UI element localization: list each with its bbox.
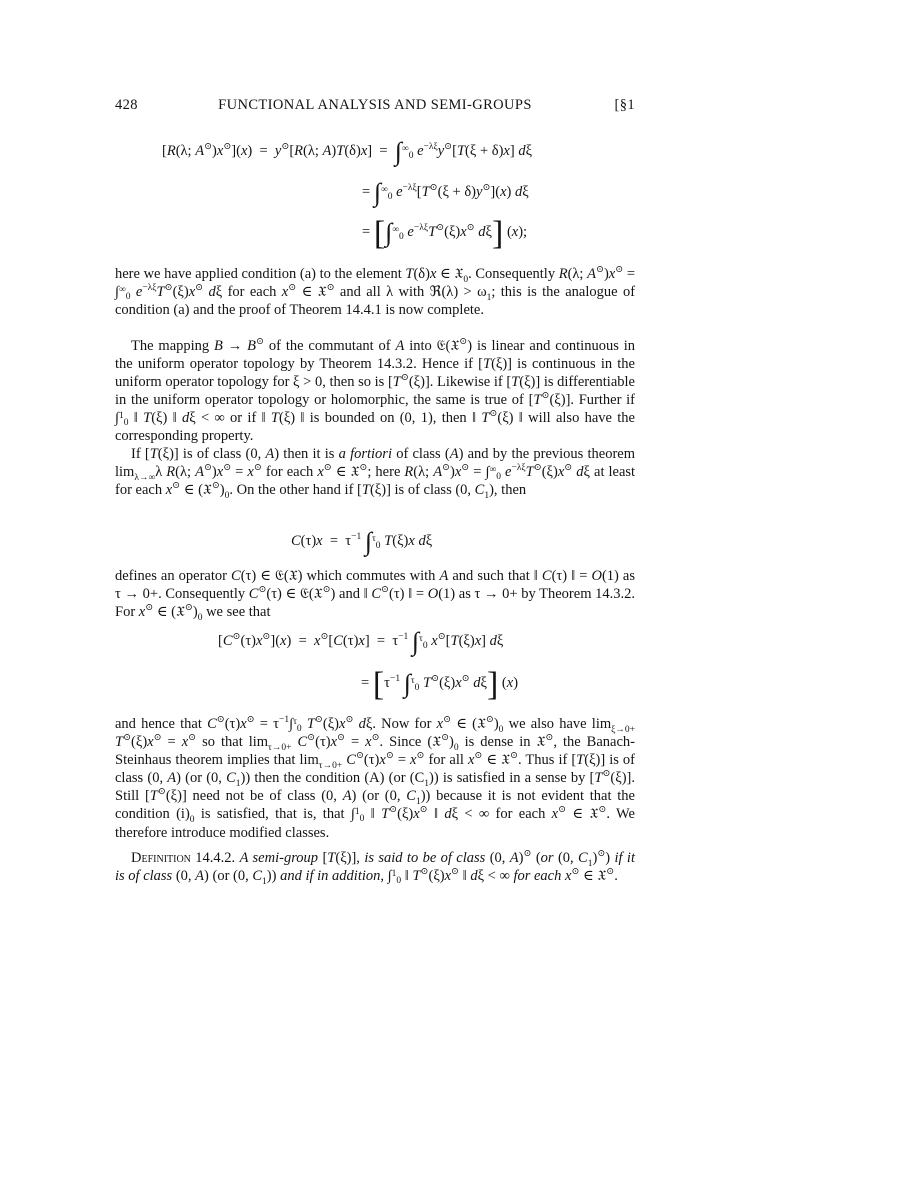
page-number: 428: [115, 97, 138, 113]
equation-1-line-2: = $\int^\infty_0$ $e^{-\lambda\xi}[T^⊙(\xi + \delta)y^⊙](x)$ dξ: [362, 178, 529, 207]
equation-1-line-1: [R(λ; A⊙)x⊙](x) = y⊙[R(λ; $A)T(\delta)x] = \int^\infty_0$ $e^{-\lambda\xi}y^⊙[T(\xi + \delta)x]$ dξ: [162, 137, 533, 166]
equation-2: $C(\tau)x = \tau^{-1}$ ∫$^\tau_0$ T(ξ)x dξ: [291, 527, 433, 556]
book-page: [115, 97, 636, 887]
paragraph-5: and hence that $C^⊙(\tau)x^⊙ = \tau^{-1}\int^\tau_0$ T⊙(ξ)x⊙ dξ. Now for x⊙ ∈ $(𝔛^⊙)_0$ we also have $\lim_{\xi\to 0+} T^⊙(\xi)x^⊙ = x^⊙$ so that $\lim_{\tau\to 0+} C^⊙(\tau)x^⊙ = x^⊙$. Since $(𝔛^⊙)_0$ is dense in 𝔛⊙, the Banach-Steinhaus theorem implies that $\lim_{\tau\to 0+} C^⊙(\tau)x^⊙ = x^⊙$ for all x⊙ ∈ 𝔛⊙. Thus if [T(ξ)] is of class (0, A) (or (0, $C_1$)) then the condition (A) (or $(C_1)$) is satisfied in a sense by [T⊙(ξ)]. Still [T⊙(ξ)] need not be of class (0, A) (or (0, $C_1$)) because it is not evident that the condition $(i)_0$ is satisfied, that is, that ∫$^1_0$ ‖ T⊙(ξ)x⊙ ‖ dξ < ∞ for each x⊙ ∈ 𝔛⊙. We therefore introduce modified classes.: [115, 715, 635, 841]
equation-3-line-2: = [$\tau^{-1}$ ∫$^\tau_0$ T⊙(ξ)x⊙ dξ] (x): [361, 666, 519, 703]
equation-block-2: [115, 527, 635, 567]
equation-1-line-3: = [$\int^\infty_0$ $e^{-\lambda\xi}T^⊙(\xi)x^⊙$ dξ] (x);: [362, 215, 528, 252]
definition-14-4-2: Definition 14.4.2. A semi-group [T(ξ)], is said to be of class (0, A)⊙ (or (0, $C_1)^⊙$) if it is of class (0, A) (or (0, $C_1$)) and if in addition, ∫$^1_0$ ‖ T⊙(ξ)x⊙ ‖ dξ < ∞ for each x⊙ ∈ 𝔛⊙.: [115, 849, 635, 887]
equation-3-line-1: $[C^⊙(\tau)x^⊙](x) = x^⊙[C(\tau)x] = \tau^{-1}$ ∫$^\tau_0$ x⊙[T(ξ)x] dξ: [218, 627, 504, 656]
equation-block-1: [115, 131, 635, 251]
running-title: FUNCTIONAL ANALYSIS AND SEMI-GROUPS: [218, 97, 532, 113]
equation-block-3: [115, 625, 635, 715]
paragraph-2: The mapping B → B⊙ of the commutant of A into 𝔈(𝔛⊙) is linear and continuous in the uniform operator topology by Theorem 14.3.2. Hence if [T(ξ)] is continuous in the uniform operator topology for ξ > 0, then so is [T⊙(ξ)]. Likewise if [T(ξ)] is differentiable in the uniform operator topology or holomorphic, the same is true of [T⊙(ξ)]. Further if ∫$^1_0$ ‖ T(ξ) ‖ dξ < ∞ or if ‖ T(ξ) ‖ is bounded on (0, 1), then ‖ T⊙(ξ) ‖ will also have the corresponding property.: [115, 337, 635, 445]
running-head: [115, 97, 635, 117]
section-mark: [§1: [614, 97, 635, 113]
paragraph-4: defines an operator C(τ) ∈ 𝔈(𝔛) which commutes with A and such that ‖ C(τ) ‖ = O(1) as τ → 0+. Consequently C⊙(τ) ∈ 𝔈(𝔛⊙) and ‖ C⊙(τ) ‖ = O(1) as τ → 0+ by Theorem 14.3.2. For x⊙ ∈ $(𝔛^⊙)_0$ we see that: [115, 568, 636, 624]
definition-label: Definition 14.4.2.: [131, 850, 236, 866]
paragraph-3: If [T(ξ)] is of class (0, A) then it is a fortiori of class (A) and by the previous theorem $\lim_{\lambda\to\infty}\lambda$ R(λ; A⊙)x⊙ = x⊙ for each x⊙ ∈ 𝔛⊙; here R(λ; $A^⊙)x^⊙ = \int^\infty_0$ $e^{-\lambda\xi}T^⊙(\xi)x^⊙$ dξ at least for each x⊙ ∈ $(𝔛^⊙)_0$. On the other hand if [T(ξ)] is of class (0, $C_1$), then: [115, 446, 636, 502]
paragraph-1: here we have applied condition (a) to the element T(δ)x ∈ 𝔛$_0$. Consequently R(λ; $A^⊙)x^⊙ = \int^\infty_0$ $e^{-\lambda\xi}T^⊙(\xi)x^⊙$ dξ for each x⊙ ∈ 𝔛⊙ and all λ with ℜ(λ) > $\omega_1$; this is the analogue of condition (a) and the proof of Theorem 14.4.1 is now complete.: [115, 265, 636, 319]
